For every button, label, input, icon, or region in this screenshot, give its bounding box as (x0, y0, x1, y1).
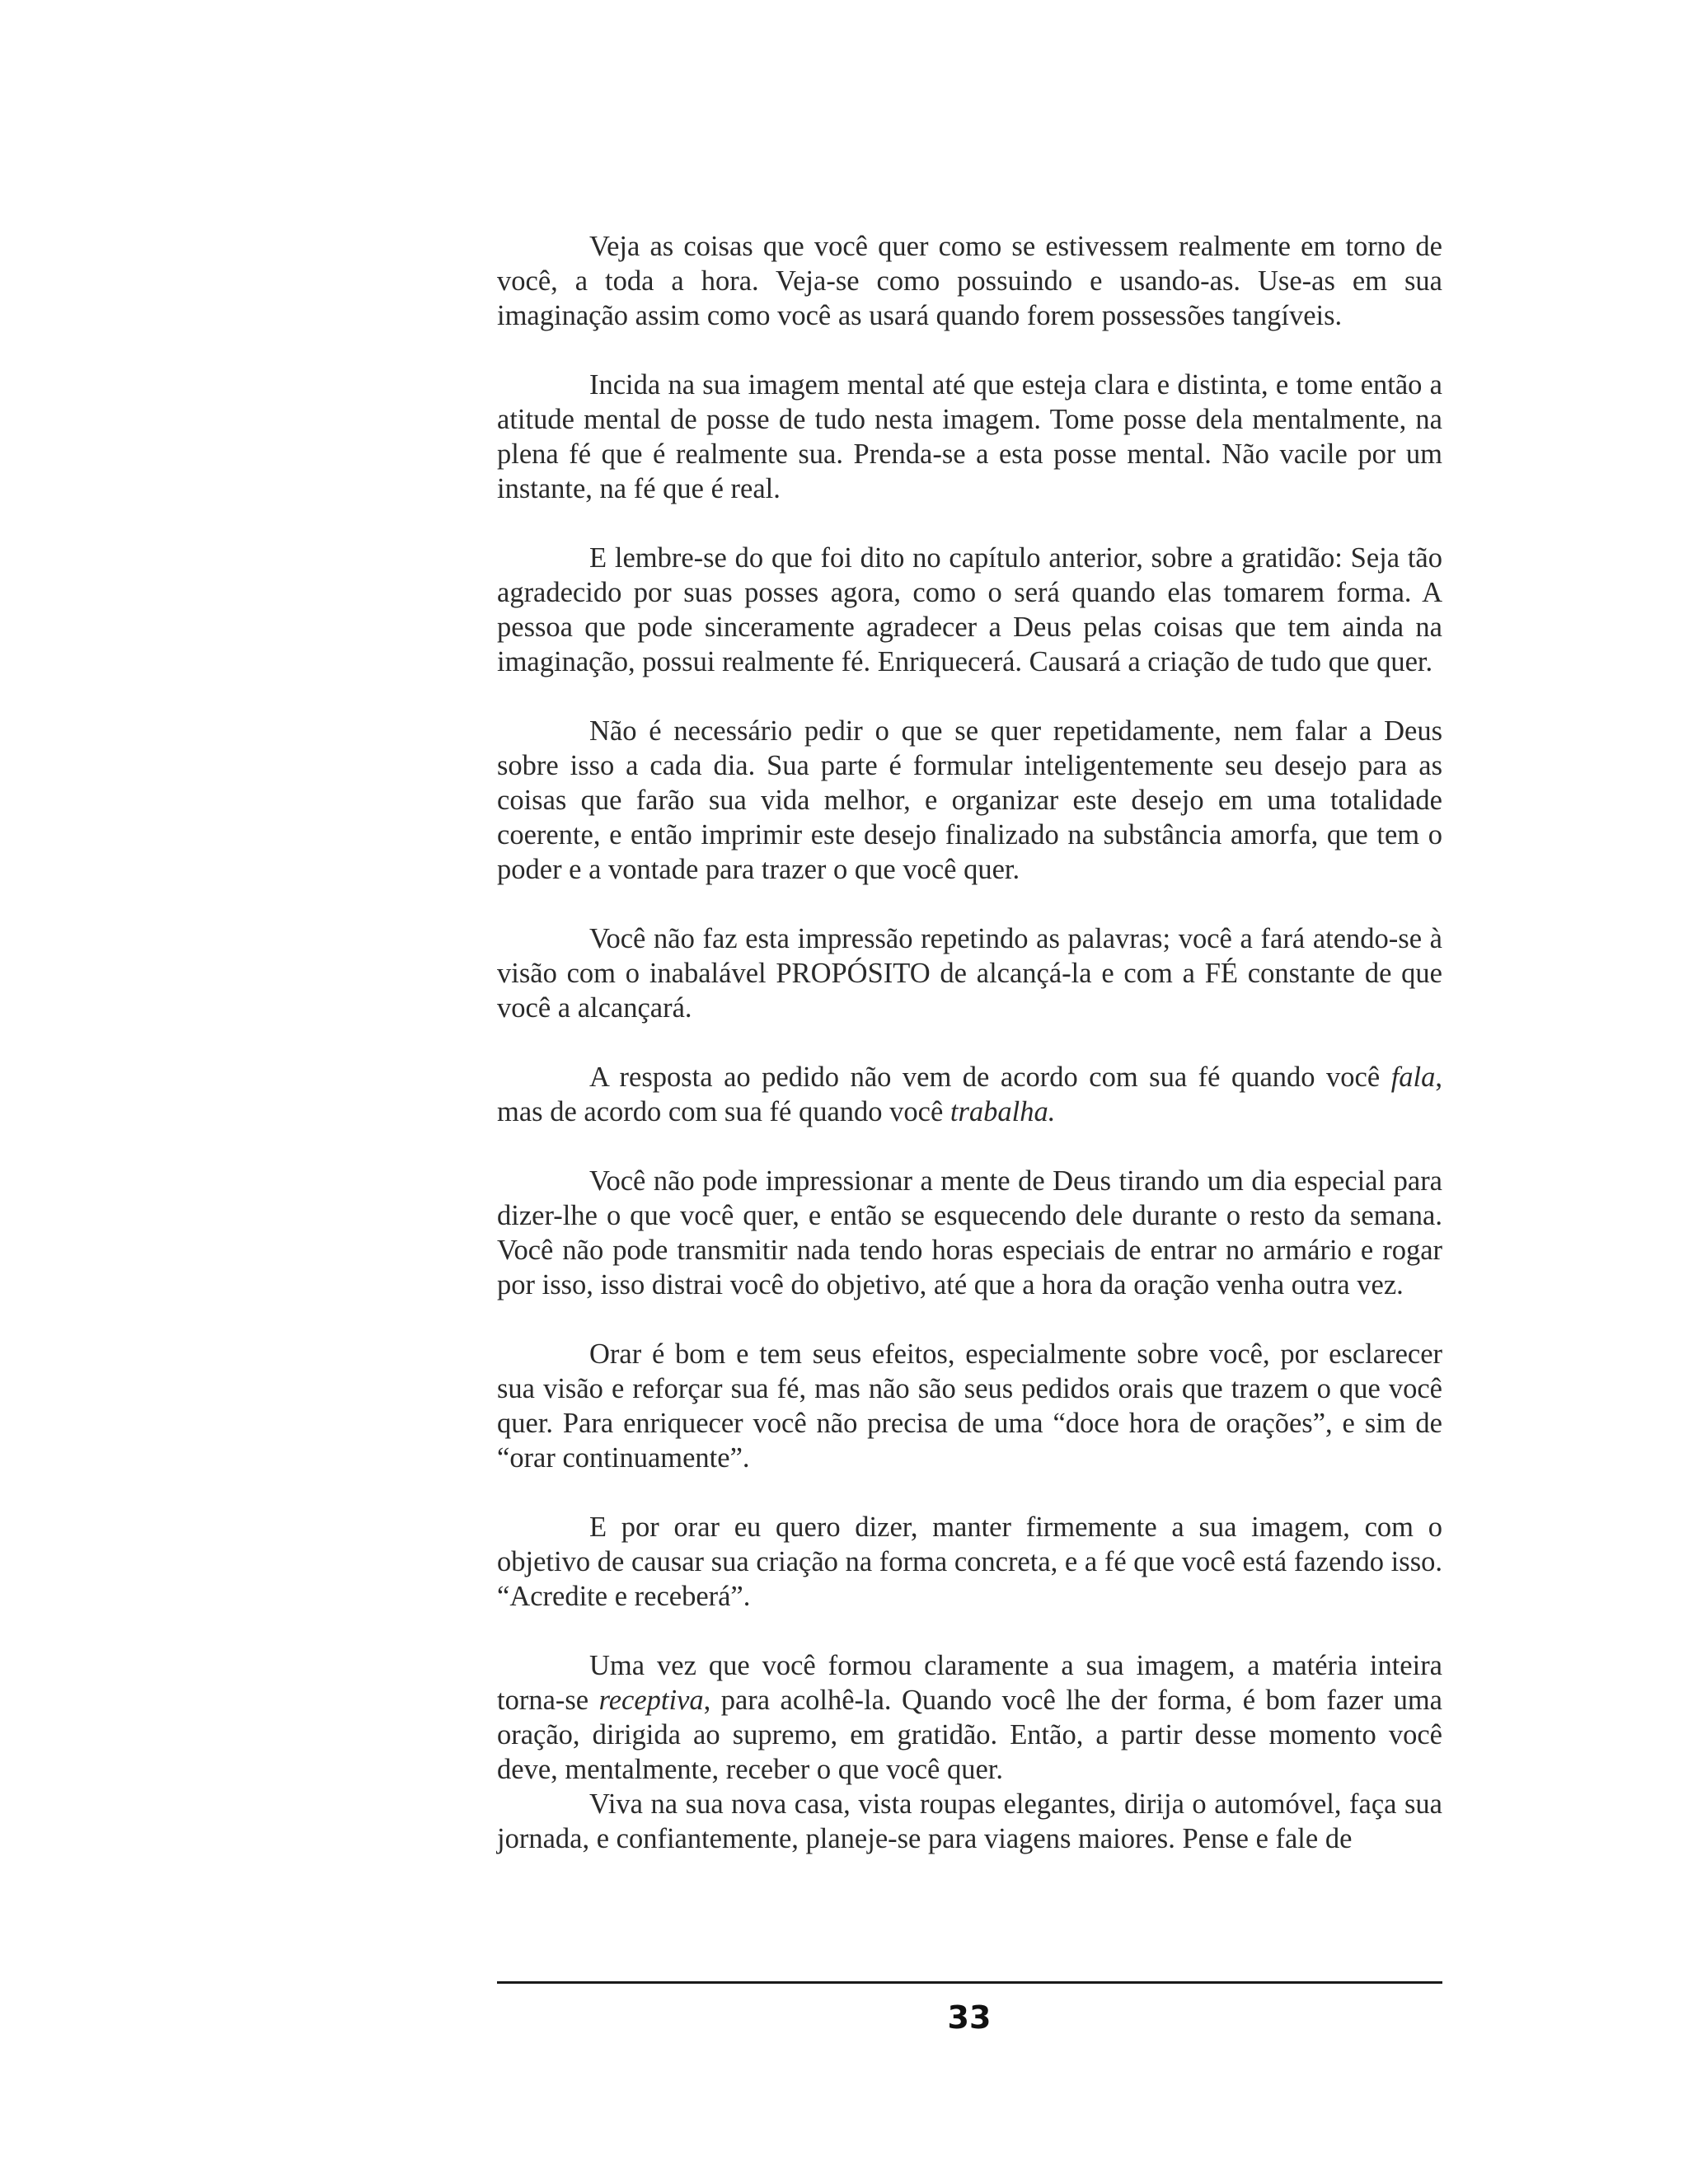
paragraph-text: Veja as coisas que você quer como se estivessem realmente em torno de você, a toda a hora. Veja-se como possuindo e usando-as. Use-as em sua imaginação assim como você as usará quando forem possessões tangíveis. (497, 231, 1442, 331)
paragraph-text: Não é necessário pedir o que se quer repetidamente, nem falar a Deus sobre isso a cada dia. Sua parte é formular inteligentemente seu desejo para as coisas que farão sua vida melhor, e organizar este desejo em uma totalidade coerente, e então imprimir este desejo finalizado na substância amorfa, que tem o poder e a vontade para trazer o que você quer. (497, 715, 1442, 885)
paragraph (497, 368, 1442, 506)
paragraph-text: Incida na sua imagem mental até que esteja clara e distinta, e tome então a atitude mental de posse de tudo nesta imagem. Tome posse dela mentalmente, na plena fé que é realmente sua. Prenda-se a esta posse mental. Não vacile por um instante, na fé que é real. (497, 369, 1442, 504)
paragraph-text: E por orar eu quero dizer, manter firmemente a sua imagem, com o objetivo de causar sua criação na forma concreta, e a fé que você está fazendo isso. “Acredite e receberá”. (497, 1511, 1442, 1612)
emphasis-text: fala (1390, 1062, 1436, 1093)
paragraph-text: Uma vez que você formou claramente a sua imagem, a matéria inteira torna-se (497, 1650, 1442, 1716)
paragraph (497, 1164, 1442, 1302)
page-number: 33 (947, 1999, 992, 2036)
paragraph (497, 1510, 1442, 1614)
emphasis-text: trabalha. (950, 1096, 1056, 1127)
paragraph-text: Você não faz esta impressão repetindo as palavras; você a fará atendo-se à visão com o inabalável PROPÓSITO de alcançá-la e com a FÉ constante de que você a alcançará. (497, 923, 1442, 1024)
paragraph (497, 1648, 1442, 1787)
paragraph-text: E lembre-se do que foi dito no capítulo anterior, sobre a gratidão: Seja tão agradecido por suas posses agora, como o será quando elas tomarem forma. A pessoa que pode sinceramente agradecer a Deus pelas coisas que tem ainda na imaginação, possui realmente fé. Enriquecerá. Causará a criação de tudo que quer. (497, 542, 1442, 677)
footer-rule (497, 1981, 1442, 1984)
paragraph (497, 229, 1442, 333)
paragraph-text: Viva na sua nova casa, vista roupas elegantes, dirija o automóvel, faça sua jornada, e confiantemente, planeje-se para viagens maiores. Pense e fale de (497, 1788, 1442, 1854)
paragraph (497, 1337, 1442, 1475)
paragraph-text: Você não pode impressionar a mente de Deus tirando um dia especial para dizer-lhe o que você quer, e então se esquecendo dele durante o resto da semana. Você não pode transmitir nada tendo horas especiais de entrar no armário e rogar por isso, isso distrai você do objetivo, até que a hora da oração venha outra vez. (497, 1165, 1442, 1301)
paragraph (497, 921, 1442, 1025)
paragraph-text: Orar é bom e tem seus efeitos, especialmente sobre você, por esclarecer sua visão e reforçar sua fé, mas não são seus pedidos orais que trazem o que você quer. Para enriquecer você não precisa de uma “doce hora de orações”, e sim de “orar continuamente”. (497, 1338, 1442, 1474)
paragraph (497, 541, 1442, 679)
paragraph (497, 1060, 1442, 1129)
body-text (497, 229, 1442, 1856)
paragraph (497, 1787, 1442, 1856)
paragraph (497, 714, 1442, 887)
paragraph-text: , para acolhê-la. Quando você lhe der forma, é bom fazer uma oração, dirigida ao supremo, em gratidão. Então, a partir desse momento você deve, mentalmente, receber o que você quer. (497, 1685, 1442, 1785)
paragraph-text: , mas de acordo com sua fé quando você (497, 1062, 1442, 1127)
emphasis-text: receptiva (598, 1685, 704, 1716)
paragraph-text: A resposta ao pedido não vem de acordo com sua fé quando você (589, 1062, 1391, 1093)
